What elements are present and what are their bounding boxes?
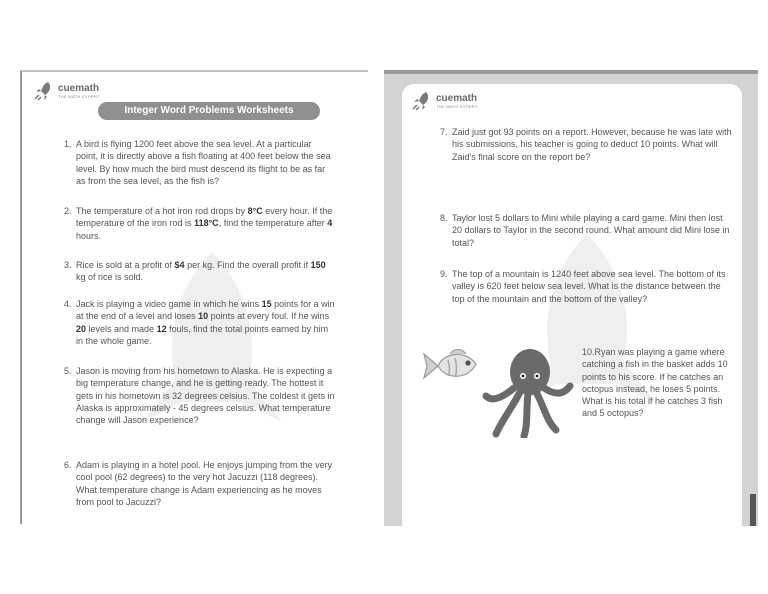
octopus-icon — [482, 346, 574, 438]
question-7: 7. Zaid just got 93 points on a report. However, because he was late with his submissions, his teacher is going to deduct 10 points. What will Zaid's final score on the report be? — [440, 127, 732, 162]
question-10: 10.Ryan was playing a game where catching a fish in the basket adds 10 points to his score. If he catches an octopus instead, he loses 5 points. What is his total if he catches 3 fish and 5 octopus? — [582, 347, 728, 419]
cuemath-logo — [410, 90, 478, 112]
question-2: 2. The temperature of a hot iron rod drops by 8°C every hour. If the temperature of the iron rod is 118°C, find the temperature after 4 hours. — [64, 206, 333, 241]
cuemath-logo — [32, 80, 100, 102]
brand-name: cuemath — [436, 92, 478, 104]
worksheet-title: Integer Word Problems Worksheets — [98, 102, 320, 120]
question-4: 4. Jack is playing a video game in which he wins 15 points for a win at the end of a level and loses 10 points at every foul. If he wins 20 levels and made 12 fouls, find the total points earned by him in the whole game. — [64, 299, 335, 346]
question-6: 6. Adam is playing in a hotel pool. He enjoys jumping from the very cool pool (62 degrees) to the very hot Jacuzzi (118 degrees). What temperature change is Adam experiencing as he moves from pool to Jacuzzi? — [64, 460, 333, 507]
question-9: 9. The top of a mountain is 1240 feet above sea level. The bottom of its valley is 620 feet below sea level. What is the distance between the top of the mountain and the bottom of the valley? — [440, 269, 726, 304]
question-3: 3. Rice is sold at a profit of $4 per kg. Find the overall profit if 150 kg of rice is sold. — [64, 260, 326, 283]
brand-tagline: THE MATH EXPERT — [58, 93, 100, 99]
question-5: 5. Jason is moving from his hometown to Alaska. He is expecting a big temperature change, and he is getting ready. The hottest it gets in his hometown is 32 degrees celsius. The coldest it gets in Alaska is approximately - 45 degrees celsius. What temperature change will Jason experience? — [64, 366, 335, 426]
worksheet-page-left — [20, 70, 368, 524]
scrollbar-thumb[interactable] — [750, 494, 756, 526]
rocket-logo-icon — [410, 90, 432, 112]
worksheet-page-right-sheet — [402, 84, 742, 526]
rocket-logo-icon — [32, 80, 54, 102]
brand-tagline: THE MATH EXPERT — [436, 103, 478, 109]
question-1: 1. A bird is flying 1200 feet above the sea level. At a particular point, it is directly above a fish floating at 400 feet below the sea level. By how much the bird must descend its flight to be as far as from the sea level, as the fish is? — [64, 139, 331, 186]
question-8: 8. Taylor lost 5 dollars to Mini while playing a card game. Mini then lost 20 dollars to Taylor in the second round. What amount did Mini lose in total? — [440, 213, 730, 248]
brand-name: cuemath — [58, 82, 100, 94]
worksheet-page-right — [384, 70, 758, 526]
fish-icon — [422, 346, 480, 386]
